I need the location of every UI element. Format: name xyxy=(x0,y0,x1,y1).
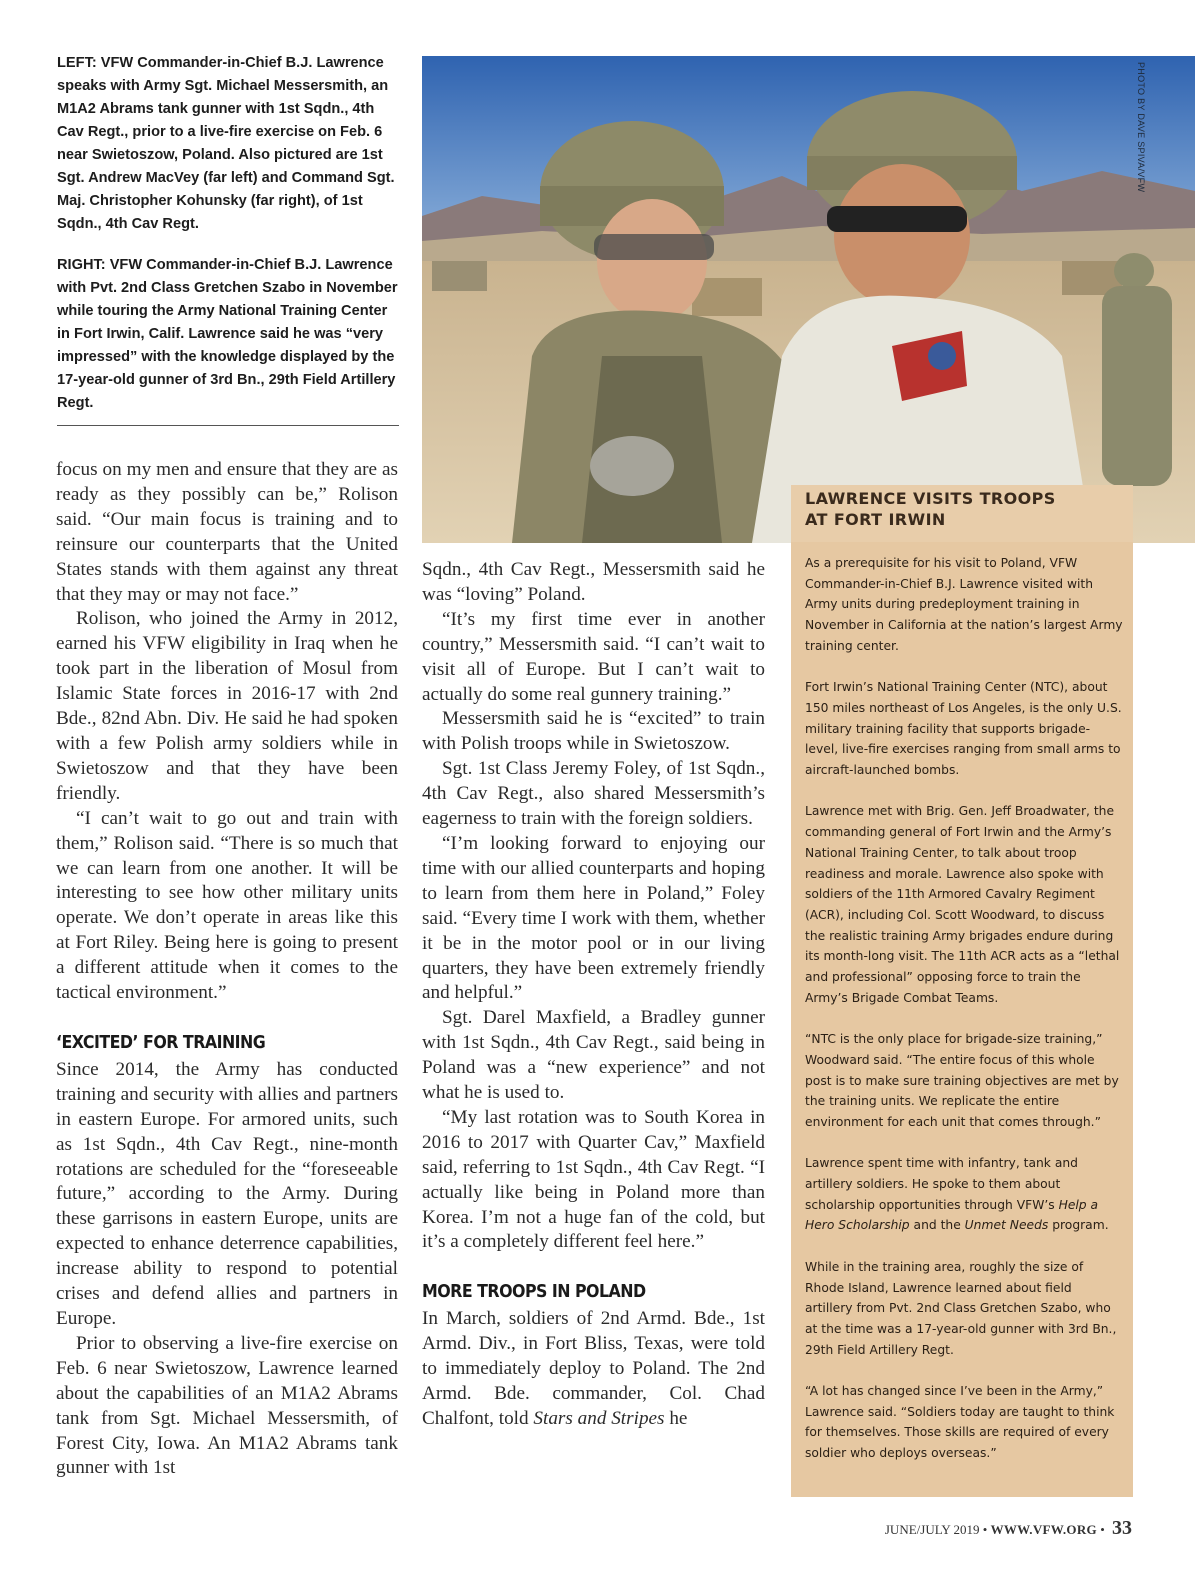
photo-illustration xyxy=(422,56,1195,543)
subhead-excited-for-training: ‘EXCITED’ FOR TRAINING xyxy=(56,1031,266,1053)
caption-divider xyxy=(57,425,399,426)
body-paragraph: Prior to observing a live-fire exercise on Feb. 6 near Swietoszow, Lawrence learned about the capabilities of an M1A2 Abrams tank from Sgt. Michael Messersmith, of Forest City, Iowa. An M1A2 Abrams tank gunner with 1st xyxy=(56,1332,398,1479)
body-paragraph: Sgt. Darel Maxfield, a Bradley gunner with 1st Sqdn., 4th Cav Regt., said being in Poland was a “new experience” and not what he is used to. xyxy=(422,1007,765,1104)
body-paragraph: “I’m looking forward to enjoying our time with our allied counterparts and hoping to learn from them here in Poland,” Foley said. “Every time I work with them, whether it be in the motor pool or in our living quarters, they have been extremely friendly and helpful.” xyxy=(422,832,765,1004)
body-paragraph: “It’s my first time ever in another country,” Messersmith said. “I can’t wait to visit all of Europe. But I can’t wait to actually do some real gunnery training.” xyxy=(422,608,765,705)
subhead-more-troops: MORE TROOPS IN POLAND xyxy=(422,1281,646,1303)
body-text: he xyxy=(664,1408,688,1429)
sidebar-text: and the xyxy=(909,1218,965,1233)
photo-captions xyxy=(57,52,399,433)
body-paragraph: Sgt. 1st Class Jeremy Foley, of 1st Sqdn., 4th Cav Regt., also shared Messersmith’s eagerness to train with the foreign soldiers. xyxy=(422,758,765,830)
sidebar-text: Lawrence spent time with infantry, tank and artillery soldiers. He spoke to them about scholarship opportunities through VFW’s xyxy=(805,1156,1078,1212)
sidebar-paragraph: Fort Irwin’s National Training Center (NTC), about 150 miles northeast of Los Angeles, is the only U.S. military training facility that supports brigade-level, live-fire exercises ranging from small arms to aircraft-launched bombs. xyxy=(805,680,1122,778)
body-paragraph: Rolison, who joined the Army in 2012, earned his VFW eligibility in Iraq when he took part in the liberation of Mosul from Islamic State forces in 2016-17 with 2nd Bde., 82nd Abn. Div. He said he had spoken with a few Polish army soldiers while in Swietoszow and that they have been friendly. xyxy=(56,608,398,804)
sidebar-paragraph: Lawrence met with Brig. Gen. Jeff Broadwater, the commanding general of Fort Irwin and the Army’s National Training Center, to talk about troop readiness and morale. Lawrence also spoke with soldiers of the 11th Armored Cavalry Regiment (ACR), including Col. Scott Woodward, to discuss the realistic training Army brigades endure during its month-long visit. The 11th ACR acts as a “lethal and professional” opposing force to train the Army’s Brigade Combat Teams. xyxy=(805,804,1120,1005)
publication-name: Stars and Stripes xyxy=(533,1408,665,1429)
sidebar-box xyxy=(791,485,1133,1497)
sidebar-paragraph xyxy=(805,1153,1123,1236)
body-paragraph xyxy=(422,1307,765,1432)
body-paragraph: Since 2014, the Army has conducted training and security with allies and partners in eastern Europe. For armored units, such as 1st Sqdn., 4th Cav Regt., nine-month rotations are scheduled for the “foreseeable future,” according to the Army. During these garrisons in eastern Europe, units are expected to enhance deterrence capabilities, increase ability to respond to potential crises and defend allies and partners in Europe. xyxy=(56,1058,398,1329)
sidebar-header xyxy=(791,485,1133,542)
sidebar-paragraph: “NTC is the only place for brigade-size training,” Woodward said. “The entire focus of this whole post is to make sure training objectives are met by the training units. We replicate the entire environment for each unit that comes through.” xyxy=(805,1032,1119,1129)
sidebar-paragraph: While in the training area, roughly the size of Rhode Island, Lawrence learned about field artillery from Pvt. 2nd Class Gretchen Szabo, who at the time was a 17-year-old gunner with 3rd Bn., 29th Field Artillery Regt. xyxy=(805,1259,1117,1357)
body-paragraph: “I can’t wait to go out and train with them,” Rolison said. “There is so much that we can learn from one another. It will be interesting to see how other military units operate. We don’t operate in areas like this at Fort Riley. Being here is going to present a different attitude when it comes to the tactical environment.” xyxy=(56,807,398,1004)
page-footer xyxy=(885,1517,1132,1540)
body-text: In March, soldiers of 2nd Armd. Bde., 1st Armd. Div., in Fort Bliss, Texas, were told to immediately deploy to Poland. The 2nd Armd. Bde. commander, Col. Chad Chalfont, told xyxy=(422,1308,765,1429)
body-paragraph: “My last rotation was to South Korea in 2016 to 2017 with Quarter Cav,” Maxfield said, referring to 1st Sqdn., 4th Cav Regt. “I actually like being in Poland more than Korea. I’m not a huge fan of the cold, but it’s a completely different feel here.” xyxy=(422,1106,765,1253)
scholarship-name: Help a Hero Scholarship xyxy=(805,1197,1099,1233)
photo-credit-text: PHOTO BY DAVE SPIVA/VFW xyxy=(1136,62,1146,193)
issue-date: JUNE/JULY 2019 xyxy=(884,1522,980,1537)
photo-lawrence-szabo xyxy=(422,56,1195,543)
sidebar-title xyxy=(805,488,1056,530)
caption-left: LEFT: VFW Commander-in-Chief B.J. Lawrence speaks with Army Sgt. Michael Messersmith, an M1A2 Abrams tank gunner with 1st Sqdn., 4th Cav Regt., prior to a live-fire exercise on Feb. 6 near Swietoszow, Poland. Also pictured are 1st Sgt. Andrew MacVey (far left) and Command Sgt. Maj. Christopher Kohunsky (far right), of 1st Sqdn., 4th Cav Regt. xyxy=(57,55,395,232)
footer-separator: • xyxy=(982,1522,988,1537)
footer-separator: • xyxy=(1100,1522,1105,1537)
body-paragraph: Messersmith said he is “excited” to train with Polish troops while in Swietoszow. xyxy=(422,708,765,755)
sidebar-title-line1: LAWRENCE VISITS TROOPS xyxy=(805,489,1056,508)
sidebar-text: program. xyxy=(1048,1218,1109,1233)
body-paragraph: focus on my men and ensure that they are as ready as they possibly can be,” Rolison said. “Our main focus is training and to reinsure our counterparts that the United States stands with them against any threat that they may or may not face.” xyxy=(56,459,398,605)
sidebar-title-line2: AT FORT IRWIN xyxy=(805,510,946,529)
article-column-2 xyxy=(422,558,765,1432)
page-number: 33 xyxy=(1112,1517,1132,1539)
sidebar-paragraph: “A lot has changed since I’ve been in the Army,” Lawrence said. “Soldiers today are taught to think for themselves. Those skills are required of every soldier who deploys overseas.” xyxy=(805,1384,1115,1461)
caption-right: RIGHT: VFW Commander-in-Chief B.J. Lawrence with Pvt. 2nd Class Gretchen Szabo in November while touring the Army National Training Center in Fort Irwin, Calif. Lawrence said he was “very impressed” with the knowledge displayed by the 17-year-old gunner of 3rd Bn., 29th Field Artillery Regt. xyxy=(57,257,398,411)
article-column-1 xyxy=(56,458,398,1481)
program-name: Unmet Needs xyxy=(964,1218,1049,1233)
website-link[interactable]: WWW.VFW.ORG xyxy=(990,1522,1097,1537)
sidebar-paragraph: As a prerequisite for his visit to Poland, VFW Commander-in-Chief B.J. Lawrence visited with Army units during predeployment training in November in California at the nation’s largest Army training center. xyxy=(805,556,1123,653)
body-paragraph: Sqdn., 4th Cav Regt., Messersmith said he was “loving” Poland. xyxy=(422,559,765,605)
photo-credit xyxy=(1131,62,1151,212)
sidebar-body xyxy=(805,553,1123,1485)
